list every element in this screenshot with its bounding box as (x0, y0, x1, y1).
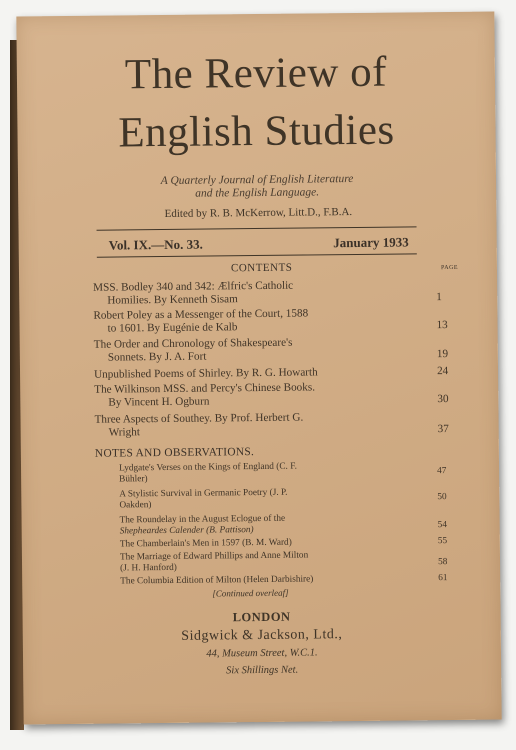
imprint-publisher: Sidgwick & Jackson, Ltd., (181, 627, 343, 644)
bottom-rule (97, 253, 417, 257)
contents-heading: CONTENTS (230, 261, 293, 275)
imprint-city: LONDON (232, 609, 291, 625)
journal-cover (16, 12, 501, 725)
toc-entry: MSS. Bodley 340 and 342: Ælfric's Catholic Homilies. By Kenneth Sisam 1 (93, 279, 442, 307)
toc-note: The Roundelay in the August Eclogue of the Shepheardes Calender (B. Pattison) 54 (119, 513, 448, 537)
volume-number: Vol. IX.—No. 33. (108, 236, 203, 253)
page-column-heading: PAGE (440, 264, 459, 272)
page-number: 13 (436, 319, 448, 332)
page-number: 30 (437, 393, 449, 406)
toc-note: The Chamberlain's Men in 1597 (B. M. Ward) 55 (119, 536, 448, 550)
toc-note: The Marriage of Edward Phillips and Anne Milton (J. H. Hanford) 58 (119, 550, 448, 574)
volume-row (109, 234, 409, 253)
continued-note: [Continued overleaf] (212, 587, 289, 599)
toc-entry: The Wilkinson MSS. and Percy's Chinese Books. By Vincent H. Ogburn 30 (94, 381, 449, 409)
notes-heading: NOTES AND OBSERVATIONS. (94, 446, 255, 460)
top-rule (97, 226, 417, 230)
editor-line: Edited by R. B. McKerrow, Litt.D., F.B.A. (164, 206, 353, 220)
page-number: 19 (436, 348, 449, 361)
title-line-2: English Studies (118, 106, 395, 157)
page-number: 55 (437, 536, 448, 547)
toc-entry: The Order and Chronology of Shakespeare's Sonnets. By J. A. Fort 19 (93, 336, 449, 364)
toc-entry: Three Aspects of Southey. By Prof. Herbert G. Wright 37 (94, 411, 449, 439)
toc-entry: Unpublished Poems of Shirley. By R. G. Howarth 24 (93, 365, 449, 381)
toc-entry: Robert Poley as a Messenger of the Court, 1588 to 1601. By Eugénie de Kalb 13 (93, 307, 448, 335)
toc-note: A Stylistic Survival in Germanic Poetry (J. P. Oakden) 50 (119, 487, 447, 511)
page-number: 61 (438, 573, 448, 584)
issue-date: January 1933 (333, 234, 409, 251)
imprint-address: 44, Museum Street, W.C.1. (206, 647, 318, 660)
page-number: 47 (437, 466, 447, 477)
toc-note: The Columbia Edition of Milton (Helen Darbishire) 61 (120, 573, 448, 587)
imprint-price: Six Shillings Net. (226, 664, 299, 677)
page-number: 24 (436, 365, 449, 378)
toc-note: Lydgate's Verses on the Kings of England (C. F. Bühler) 47 (118, 461, 447, 485)
page-number: 1 (436, 291, 442, 304)
subtitle-line-1: A Quarterly Journal of English Literature (160, 173, 354, 188)
subtitle-line-2: and the English Language. (195, 186, 320, 200)
page-number: 58 (437, 557, 448, 568)
title-line-1: The Review of (124, 48, 388, 99)
page-number: 50 (437, 492, 447, 503)
page-number: 54 (437, 520, 448, 531)
page-number: 37 (437, 423, 449, 436)
